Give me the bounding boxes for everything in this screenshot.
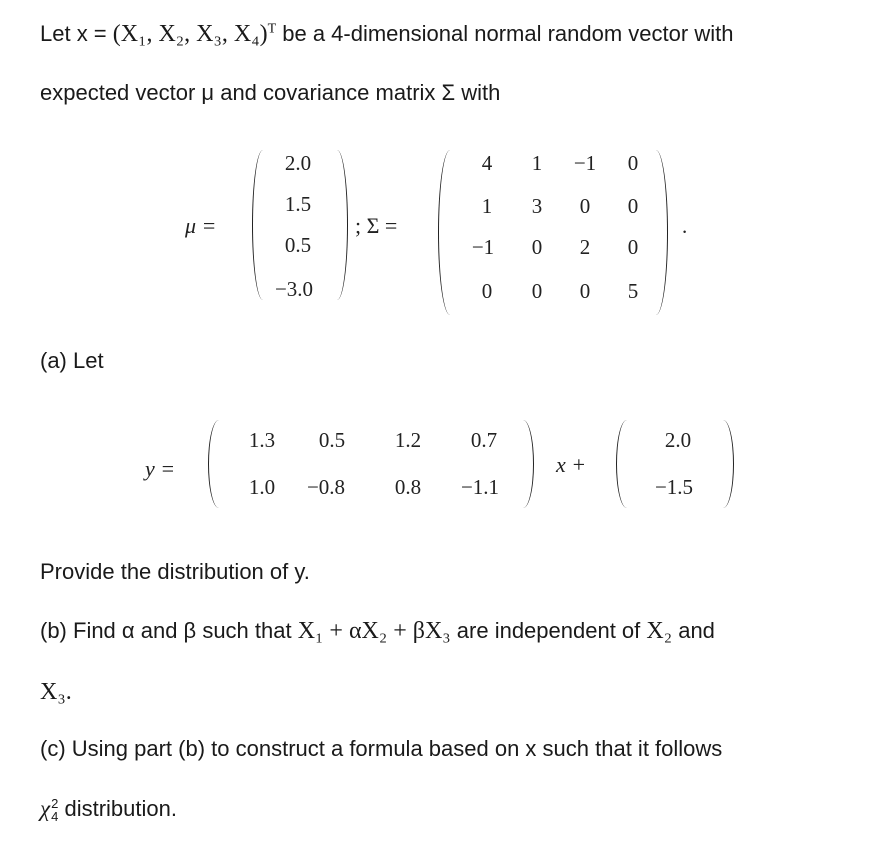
A-entry: −1.1	[460, 475, 500, 499]
A-entry: −0.8	[306, 475, 346, 499]
y-label: y =	[145, 456, 176, 481]
sigma-entry: 0	[627, 194, 639, 218]
mu-left-paren	[252, 150, 270, 300]
sigma-entry: 0	[531, 279, 543, 303]
part-b-prefix: (b) Find α and β such that	[40, 618, 298, 643]
sigma-entry: 0	[627, 151, 639, 175]
chi-sup: 2	[51, 796, 59, 812]
mu-right-paren	[330, 150, 348, 300]
part-b-expression: X₁ + αX₂ + βX₃	[297, 618, 451, 644]
A-left-paren	[208, 420, 226, 508]
sigma-entry: 0	[627, 235, 639, 259]
part-c-tail: distribution.	[58, 796, 177, 821]
part-c-line-1: (c) Using part (b) to construct a formula based on x such that it follows	[40, 736, 723, 761]
A-right-paren	[516, 420, 534, 508]
intro-line-2: expected vector μ and covariance matrix Σ with	[40, 80, 501, 105]
sigma-entry: −1	[471, 235, 495, 259]
intro-line-1	[40, 22, 733, 46]
random-vector: (X₁, X₂, X₃, X₄)	[112, 21, 268, 47]
sigma-period: .	[682, 214, 688, 238]
sigma-entry: 5	[627, 279, 639, 303]
sigma-right-paren	[648, 150, 668, 315]
mu-entry: −3.0	[274, 277, 314, 301]
A-entry: 0.8	[394, 475, 422, 499]
x-plus: x +	[556, 452, 587, 477]
part-a-question: Provide the distribution of y.	[40, 559, 310, 584]
A-entry: 0.5	[318, 428, 346, 452]
sigma-label: ; Σ =	[355, 213, 398, 238]
intro-rest: be a 4-dimensional normal random vector with	[276, 21, 734, 46]
sigma-entry: 0	[531, 235, 543, 259]
part-b-and: and	[672, 618, 715, 643]
sigma-entry: 2	[579, 235, 591, 259]
sigma-entry: 0	[481, 279, 493, 303]
mu-label: μ =	[185, 213, 217, 238]
sigma-entry: 0	[579, 194, 591, 218]
mu-entry: 0.5	[284, 233, 312, 257]
part-b-x2: X₂	[646, 618, 673, 644]
chi-symbol: χ	[40, 796, 51, 821]
b-entry: 2.0	[664, 428, 692, 452]
part-c-line-2	[40, 797, 177, 823]
part-b-mid: are independent of	[450, 618, 647, 643]
sigma-entry: 4	[481, 151, 493, 175]
A-entry: 1.3	[248, 428, 276, 452]
A-entry: 1.2	[394, 428, 422, 452]
chi-sub: 4	[51, 809, 59, 825]
A-entry: 0.7	[470, 428, 498, 452]
sigma-entry: 1	[481, 194, 493, 218]
A-entry: 1.0	[248, 475, 276, 499]
sigma-left-paren	[438, 150, 458, 315]
sigma-entry: −1	[573, 151, 597, 175]
sigma-entry: 3	[531, 194, 543, 218]
sigma-entry: 1	[531, 151, 543, 175]
transpose-mark: T	[267, 21, 277, 37]
mu-entry: 2.0	[284, 151, 312, 175]
let-x-text: Let x =	[40, 21, 113, 46]
mu-entry: 1.5	[284, 192, 312, 216]
part-b-line-2: X₃.	[40, 679, 72, 705]
b-entry: −1.5	[654, 475, 694, 499]
part-b-line-1	[40, 619, 715, 643]
b-right-paren	[716, 420, 734, 508]
b-left-paren	[616, 420, 634, 508]
part-a-label: (a) Let	[40, 348, 104, 373]
sigma-entry: 0	[579, 279, 591, 303]
